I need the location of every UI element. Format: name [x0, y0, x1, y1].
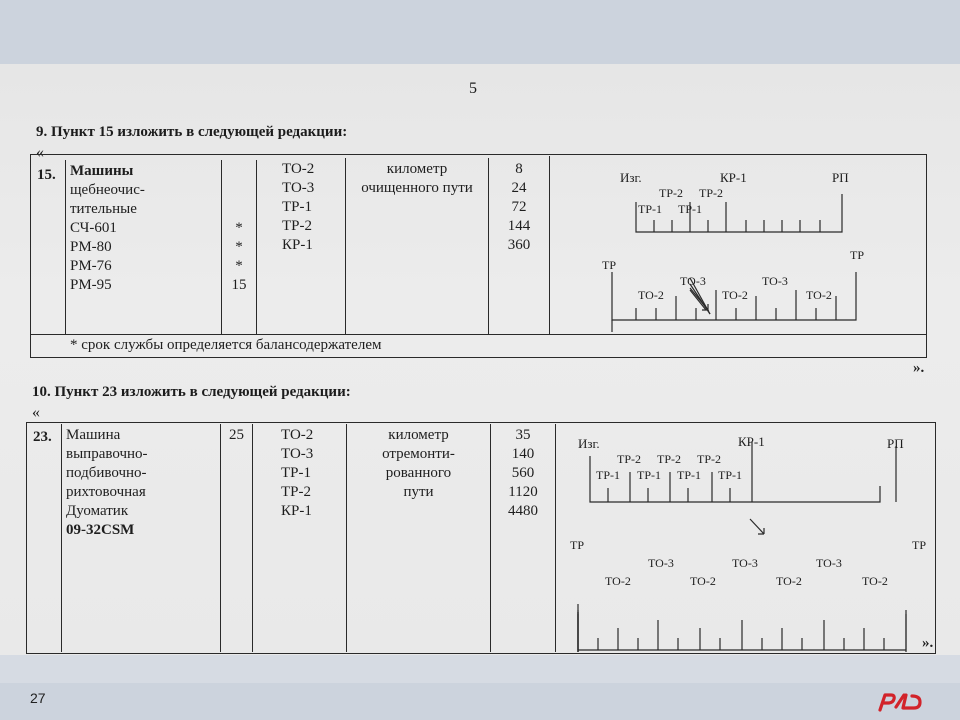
- s10-izg-label: Изг.: [578, 436, 600, 451]
- document-photo: [0, 64, 960, 655]
- s9-values-cell: [489, 160, 549, 255]
- s9-tr1-label: ТР-1: [638, 202, 662, 216]
- s9-life-line: *: [235, 220, 243, 236]
- s10-tr1-label: ТР-1: [596, 468, 620, 482]
- s9-to3-label: ТО-3: [762, 274, 788, 288]
- s10-maint-line: ТР-1: [281, 465, 311, 481]
- s10-to3-label: ТО-3: [816, 556, 842, 570]
- s10-to3-label: ТО-3: [648, 556, 674, 570]
- s9-life-line: *: [235, 258, 243, 274]
- s10-maintenance-cell: [281, 426, 313, 521]
- section10-heading: 10. Пункт 23 изложить в следующей редакции:: [32, 384, 351, 400]
- s10-tr-right-label: ТР: [912, 538, 927, 552]
- s9-col3: [256, 160, 257, 334]
- s10-values-cell: [491, 426, 555, 521]
- s9-machine-cell: [70, 162, 145, 295]
- s9-close-quote: ».: [913, 360, 925, 376]
- slide-number: 27: [30, 690, 46, 706]
- s10-machine-line: Машина: [66, 427, 121, 443]
- s10-tr1-label: ТР-1: [718, 468, 742, 482]
- s9-value: 8: [515, 161, 523, 177]
- s9-machine-line: щебнеочис-: [70, 182, 145, 198]
- s10-tr2-label: ТР-2: [657, 452, 681, 466]
- s10-tr1-label: ТР-1: [677, 468, 701, 482]
- s10-bottom-ticks: [556, 424, 934, 652]
- s9-unit-cell: [346, 160, 488, 198]
- s10-unit-line: километр: [388, 427, 449, 443]
- section9-open-quote: «: [36, 144, 44, 161]
- s10-kr1-label: КР-1: [738, 434, 765, 449]
- s9-machine-line: СЧ-601: [70, 220, 117, 236]
- s10-tr2-label: ТР-2: [697, 452, 721, 466]
- s10-to2-label: ТО-2: [862, 574, 888, 588]
- s10-unit-line: пути: [403, 484, 434, 500]
- s9-value: 144: [507, 218, 531, 234]
- rzd-logo-icon: [876, 690, 924, 714]
- slide-footer-band: [0, 655, 960, 683]
- s10-to2-label: ТО-2: [690, 574, 716, 588]
- s10-to3-label: ТО-3: [732, 556, 758, 570]
- s10-rp-label: РП: [887, 436, 904, 451]
- slide-top-band: [0, 0, 960, 64]
- s9-life-line: *: [235, 239, 243, 255]
- s10-value: 35: [515, 427, 531, 443]
- s10-value: 4480: [508, 503, 538, 519]
- s9-maint-line: ТО-2: [282, 161, 315, 177]
- s9-footnote-rule: [30, 334, 926, 335]
- s9-row-number: 15.: [37, 167, 56, 183]
- s9-footnote: * срок службы определяется балансодержателем: [70, 337, 382, 353]
- s9-machine-line: РМ-95: [70, 277, 112, 293]
- s10-value: 560: [511, 465, 535, 481]
- s9-machine-line: тительные: [70, 201, 137, 217]
- s9-to2-label: ТО-2: [638, 288, 664, 302]
- s10-maint-line: КР-1: [281, 503, 312, 519]
- s10-machine-line: 09-32CSM: [66, 522, 135, 538]
- s10-close-quote: ».: [922, 635, 934, 651]
- s10-col1: [61, 424, 62, 652]
- s9-tr2-label: ТР-2: [659, 186, 683, 200]
- s10-col3: [252, 424, 253, 652]
- section10-open-quote: «: [32, 404, 40, 421]
- s9-to2-label: ТО-2: [722, 288, 748, 302]
- s10-unit-line: отремонти-: [382, 446, 455, 462]
- s9-service-life-cell: [222, 219, 256, 295]
- s10-tr1-label: ТР-1: [637, 468, 661, 482]
- s9-unit-line: очищенного пути: [361, 180, 473, 196]
- s10-unit-cell: [347, 426, 490, 502]
- s10-tr-left-label: ТР: [570, 538, 585, 552]
- s10-value: 140: [511, 446, 535, 462]
- s10-machine-line: Дуоматик: [66, 503, 129, 519]
- s9-value: 24: [511, 180, 527, 196]
- s9-tr2-label: ТР-2: [699, 186, 723, 200]
- s10-unit-line: рованного: [385, 465, 452, 481]
- s9-maint-line: КР-1: [282, 237, 313, 253]
- s10-machine-cell: [66, 426, 148, 540]
- page-number: 5: [469, 80, 477, 97]
- s10-value: 1120: [508, 484, 538, 500]
- s10-tr2-label: ТР-2: [617, 452, 641, 466]
- s9-value: 72: [511, 199, 527, 215]
- s9-life-line: 15: [231, 277, 247, 293]
- s10-machine-line: рихтовочная: [66, 484, 146, 500]
- s9-maint-line: ТР-2: [282, 218, 312, 234]
- s10-col2: [220, 424, 221, 652]
- s9-to3-label: ТО-3: [680, 274, 706, 288]
- s9-maint-line: ТО-3: [282, 180, 315, 196]
- s9-machine-line: РМ-80: [70, 239, 112, 255]
- s9-tr1-label: ТР-1: [678, 202, 702, 216]
- s9-kr1-label: КР-1: [720, 170, 747, 185]
- s10-service-life: 25: [229, 427, 244, 443]
- s9-machine-line: РМ-76: [70, 258, 112, 274]
- s9-machine-line: Машины: [70, 163, 134, 179]
- s9-value: 360: [507, 237, 531, 253]
- s9-tr-right-label: ТР: [850, 248, 865, 262]
- s10-machine-line: подбивочно-: [66, 465, 147, 481]
- s9-unit-line: километр: [386, 161, 448, 177]
- s10-maint-line: ТО-3: [281, 446, 314, 462]
- s10-row-number: 23.: [33, 429, 52, 445]
- s10-to2-label: ТО-2: [776, 574, 802, 588]
- s10-machine-line: выправочно-: [66, 446, 148, 462]
- s9-to2-label: ТО-2: [806, 288, 832, 302]
- s10-to2-label: ТО-2: [605, 574, 631, 588]
- s9-maint-line: ТР-1: [282, 199, 312, 215]
- s9-tr-left-label: ТР: [602, 258, 617, 272]
- s9-rp-label: РП: [832, 170, 849, 185]
- s9-col1: [65, 160, 66, 334]
- section9-heading: 9. Пункт 15 изложить в следующей редакции:: [36, 124, 348, 140]
- s10-maint-line: ТО-2: [281, 427, 314, 443]
- s9-maintenance-cell: [282, 160, 314, 255]
- s9-izg-label: Изг.: [620, 170, 642, 185]
- s10-maint-line: ТР-2: [281, 484, 311, 500]
